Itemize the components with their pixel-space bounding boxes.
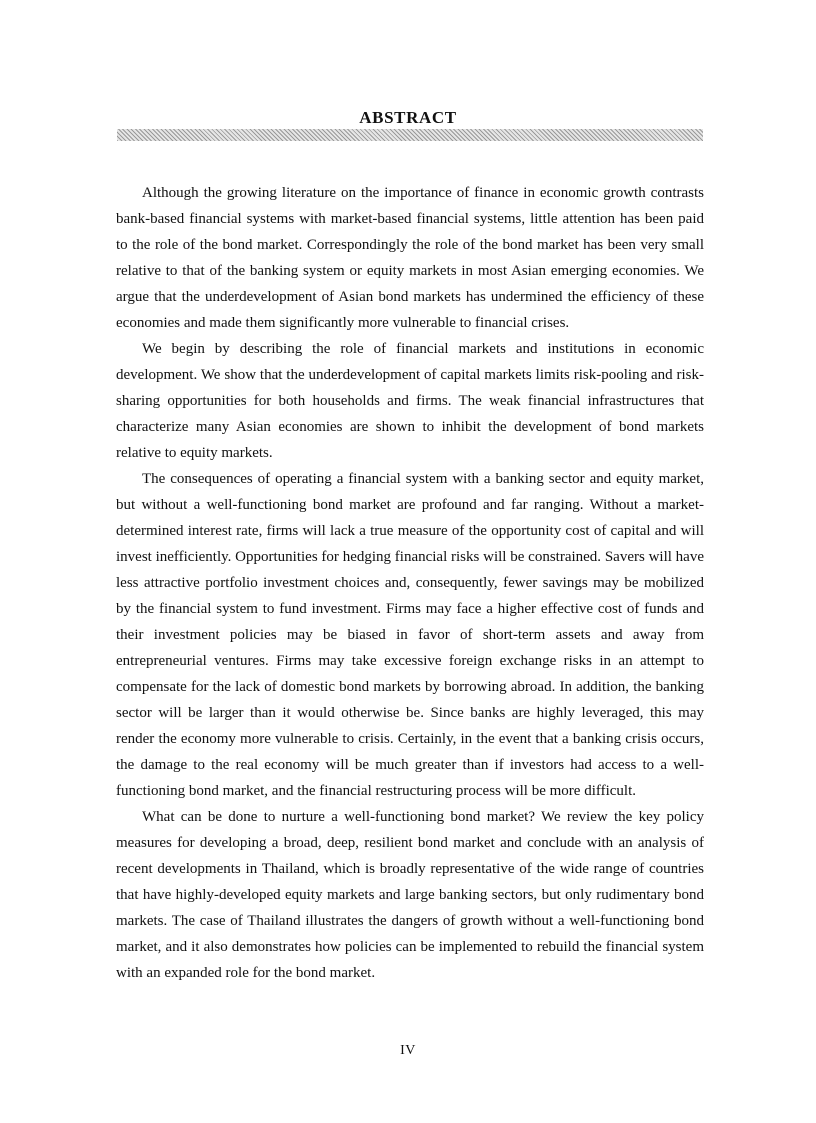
paragraph: Although the growing literature on the importance of finance in economic growth contrasts bank-based financial systems with market-based financial systems, little attention has been paid to the role of the bond market. Correspondingly the role of the bond market has been very small relative to that of the banking system or equity markets in most Asian emerging economies. We argue that the underdevelopment of Asian bond markets has undermined the efficiency of these economies and made them significantly more vulnerable to financial crises. [116, 185, 704, 331]
page-number: IV [400, 1043, 416, 1058]
paragraph: The consequences of operating a financial system with a banking sector and equity market, but without a well-functioning bond market are profound and far ranging. Without a market-determined interest rate, firms will lack a true measure of the opportunity cost of capital and will invest inefficiently. Opportunities for hedging financial risks will be constrained. Savers will have less attractive portfolio investment choices and, consequently, fewer savings may be mobilized by the financial system to fund investment. Firms may face a higher effective cost of funds and their investment policies may be biased in favor of short-term assets and away from entrepreneurial ventures. Firms may take excessive foreign exchange risks in an attempt to compensate for the lack of domestic bond markets by borrowing abroad. In addition, the banking sector will be larger than it would otherwise be. Since banks are highly leveraged, this may render the economy more vulnerable to crisis. Certainly, in the event that a banking crisis occurs, the damage to the real economy will be much greater than if investors had access to a well-functioning bond market, and the financial restructuring process will be more difficult. [116, 471, 704, 799]
abstract-body [116, 180, 704, 986]
paragraph: We begin by describing the role of financial markets and institutions in economic development. We show that the underdevelopment of capital markets limits risk-pooling and risk-sharing opportunities for both households and firms. The weak financial infrastructures that characterize many Asian economies are shown to inhibit the development of bond markets relative to equity markets. [116, 341, 704, 461]
paragraph: What can be done to nurture a well-functioning bond market? We review the key policy measures for developing a broad, deep, resilient bond market and conclude with an analysis of recent developments in Thailand, which is broadly representative of the wide range of countries that have highly-developed equity markets and large banking sectors, but only rudimentary bond markets. The case of Thailand illustrates the dangers of growth without a well-functioning bond market, and it also demonstrates how policies can be implemented to rebuild the financial system with an expanded role for the bond market. [116, 809, 704, 981]
page-title: ABSTRACT [359, 108, 457, 127]
title-rule [117, 129, 703, 141]
